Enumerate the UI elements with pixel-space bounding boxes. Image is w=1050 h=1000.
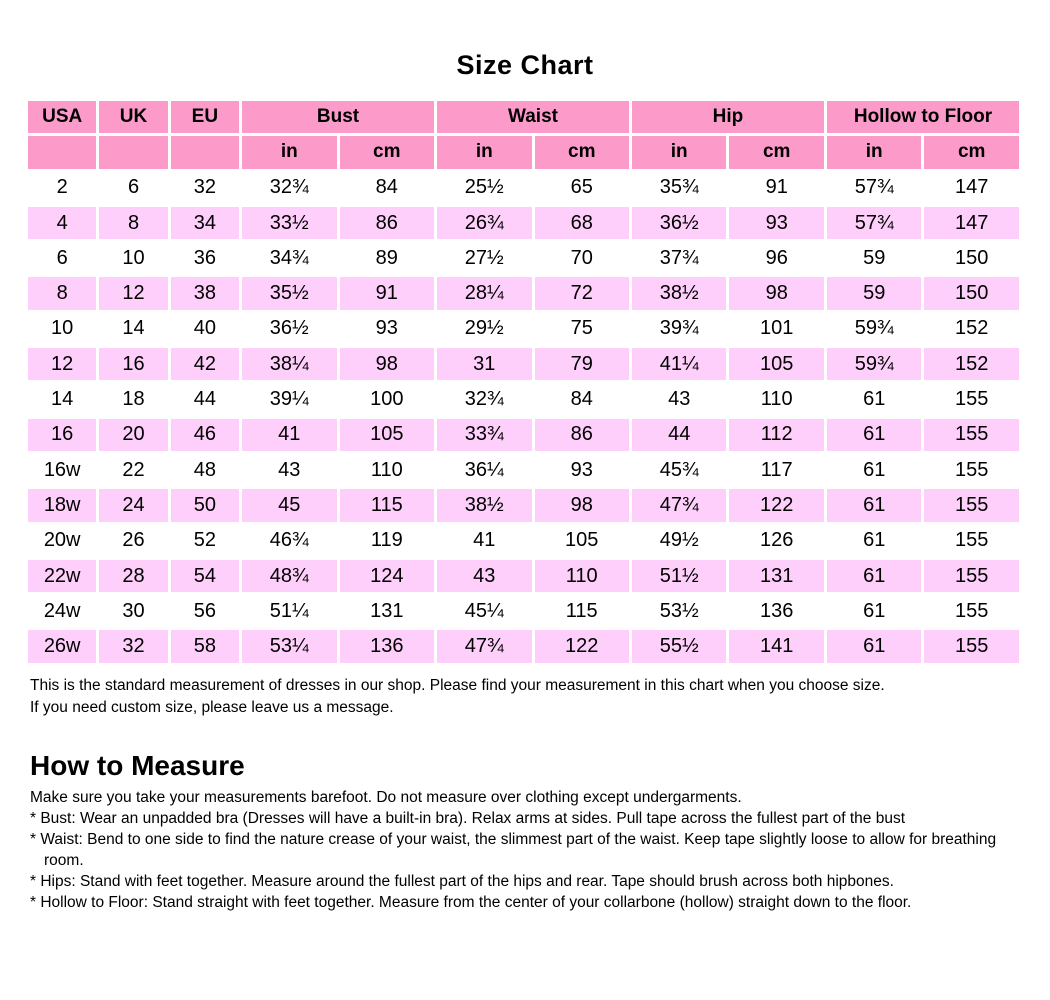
table-cell: 29½ bbox=[437, 313, 531, 345]
table-cell: 39¾ bbox=[632, 313, 726, 345]
table-cell: 16 bbox=[99, 348, 167, 380]
table-cell: 38 bbox=[171, 277, 239, 309]
table-cell: 75 bbox=[535, 313, 629, 345]
unit-header-cm-4: cm bbox=[340, 136, 435, 168]
table-cell: 24w bbox=[28, 595, 96, 627]
table-cell: 47¾ bbox=[632, 489, 726, 521]
table-cell: 152 bbox=[924, 313, 1019, 345]
table-cell: 155 bbox=[924, 489, 1019, 521]
table-cell: 41 bbox=[437, 525, 531, 557]
table-cell: 93 bbox=[729, 207, 824, 239]
header-row-groups bbox=[28, 101, 1019, 133]
table-cell: 6 bbox=[28, 242, 96, 274]
table-cell: 52 bbox=[171, 525, 239, 557]
table-cell: 28¼ bbox=[437, 277, 531, 309]
table-cell: 59¾ bbox=[827, 348, 921, 380]
table-cell: 59¾ bbox=[827, 313, 921, 345]
table-cell: 26¾ bbox=[437, 207, 531, 239]
table-cell: 124 bbox=[340, 560, 435, 592]
table-cell: 91 bbox=[340, 277, 435, 309]
table-cell: 16 bbox=[28, 419, 96, 451]
table-cell: 53½ bbox=[632, 595, 726, 627]
table-cell: 155 bbox=[924, 595, 1019, 627]
table-cell: 65 bbox=[535, 172, 629, 204]
table-cell: 79 bbox=[535, 348, 629, 380]
table-cell: 98 bbox=[535, 489, 629, 521]
table-cell: 54 bbox=[171, 560, 239, 592]
table-cell: 6 bbox=[99, 172, 167, 204]
table-cell: 34 bbox=[171, 207, 239, 239]
table-cell: 61 bbox=[827, 525, 921, 557]
table-cell: 10 bbox=[99, 242, 167, 274]
table-row-size-22w bbox=[28, 560, 1019, 592]
table-cell: 4 bbox=[28, 207, 96, 239]
table-row-size-8 bbox=[28, 277, 1019, 309]
table-cell: 98 bbox=[729, 277, 824, 309]
table-cell: 2 bbox=[28, 172, 96, 204]
table-cell: 12 bbox=[99, 277, 167, 309]
table-cell: 53¼ bbox=[242, 630, 336, 662]
table-cell: 61 bbox=[827, 560, 921, 592]
table-row-size-14 bbox=[28, 383, 1019, 415]
table-cell: 22 bbox=[99, 454, 167, 486]
hips-instruction: * Hips: Stand with feet together. Measure around the fullest part of the hips and rear. Tape should brush across both hipbones. bbox=[30, 872, 894, 890]
table-cell: 49½ bbox=[632, 525, 726, 557]
hollow-to-floor-instruction: * Hollow to Floor: Stand straight with feet together. Measure from the center of your collarbone (hollow) straight down to the floor. bbox=[30, 893, 912, 911]
table-cell: 105 bbox=[729, 348, 824, 380]
table-cell: 36½ bbox=[242, 313, 336, 345]
table-cell: 126 bbox=[729, 525, 824, 557]
column-header-usa: USA bbox=[28, 101, 96, 133]
table-cell: 42 bbox=[171, 348, 239, 380]
table-cell: 34¾ bbox=[242, 242, 336, 274]
note-line-standard-measurement: This is the standard measurement of dresses in our shop. Please find your measurement in this chart when you choose size. bbox=[30, 676, 885, 694]
table-cell: 86 bbox=[340, 207, 435, 239]
unit-header-cm-10: cm bbox=[924, 136, 1019, 168]
notes bbox=[28, 675, 1022, 719]
table-cell: 110 bbox=[729, 383, 824, 415]
table-cell: 56 bbox=[171, 595, 239, 627]
table-cell: 43 bbox=[437, 560, 531, 592]
table-cell: 26w bbox=[28, 630, 96, 662]
table-cell: 46¾ bbox=[242, 525, 336, 557]
table-cell: 84 bbox=[535, 383, 629, 415]
table-cell: 122 bbox=[535, 630, 629, 662]
table-cell: 22w bbox=[28, 560, 96, 592]
table-row-size-4 bbox=[28, 207, 1019, 239]
column-header-hip: Hip bbox=[632, 101, 824, 133]
table-cell: 41 bbox=[242, 419, 336, 451]
table-cell: 110 bbox=[340, 454, 435, 486]
table-cell: 93 bbox=[535, 454, 629, 486]
table-cell: 38½ bbox=[632, 277, 726, 309]
table-cell: 55½ bbox=[632, 630, 726, 662]
table-cell: 28 bbox=[99, 560, 167, 592]
table-row-size-16 bbox=[28, 419, 1019, 451]
bust-instruction: * Bust: Wear an unpadded bra (Dresses will have a built-in bra). Relax arms at sides. Pull tape across the fullest part of the bust bbox=[30, 809, 906, 827]
unit-header-cm-8: cm bbox=[729, 136, 824, 168]
table-cell: 8 bbox=[99, 207, 167, 239]
table-cell: 44 bbox=[171, 383, 239, 415]
table-cell: 72 bbox=[535, 277, 629, 309]
table-cell: 147 bbox=[924, 172, 1019, 204]
table-row-size-26w bbox=[28, 630, 1019, 662]
table-cell: 33¾ bbox=[437, 419, 531, 451]
header-row-units bbox=[28, 136, 1019, 168]
table-cell: 89 bbox=[340, 242, 435, 274]
how-to-measure-intro: Make sure you take your measurements barefoot. Do not measure over clothing except undergarments. bbox=[30, 788, 742, 806]
table-cell: 59 bbox=[827, 242, 921, 274]
table-cell: 47¾ bbox=[437, 630, 531, 662]
unit-header-blank-1 bbox=[99, 136, 167, 168]
table-cell: 141 bbox=[729, 630, 824, 662]
table-cell: 36½ bbox=[632, 207, 726, 239]
table-cell: 32 bbox=[99, 630, 167, 662]
table-cell: 70 bbox=[535, 242, 629, 274]
table-cell: 31 bbox=[437, 348, 531, 380]
table-cell: 41¼ bbox=[632, 348, 726, 380]
table-cell: 91 bbox=[729, 172, 824, 204]
table-cell: 61 bbox=[827, 489, 921, 521]
table-cell: 14 bbox=[28, 383, 96, 415]
table-cell: 40 bbox=[171, 313, 239, 345]
waist-instruction: * Waist: Bend to one side to find the nature crease of your waist, the slimmest part of the waist. Keep tape slightly loose to allow for breathing room. bbox=[30, 830, 997, 869]
column-header-uk: UK bbox=[99, 101, 167, 133]
table-cell: 37¾ bbox=[632, 242, 726, 274]
note-line-custom-size: If you need custom size, please leave us a message. bbox=[30, 698, 394, 716]
table-row-size-2 bbox=[28, 172, 1019, 204]
table-cell: 155 bbox=[924, 560, 1019, 592]
unit-header-in-5: in bbox=[437, 136, 531, 168]
table-cell: 155 bbox=[924, 525, 1019, 557]
table-cell: 57¾ bbox=[827, 207, 921, 239]
column-header-bust: Bust bbox=[242, 101, 434, 133]
table-cell: 147 bbox=[924, 207, 1019, 239]
table-cell: 45 bbox=[242, 489, 336, 521]
table-cell: 155 bbox=[924, 454, 1019, 486]
table-cell: 36¼ bbox=[437, 454, 531, 486]
table-cell: 48¾ bbox=[242, 560, 336, 592]
table-cell: 38½ bbox=[437, 489, 531, 521]
table-cell: 61 bbox=[827, 630, 921, 662]
table-cell: 43 bbox=[632, 383, 726, 415]
table-row-size-12 bbox=[28, 348, 1019, 380]
table-cell: 32 bbox=[171, 172, 239, 204]
table-cell: 10 bbox=[28, 313, 96, 345]
table-cell: 155 bbox=[924, 419, 1019, 451]
table-row-size-20w bbox=[28, 525, 1019, 557]
table-cell: 84 bbox=[340, 172, 435, 204]
table-cell: 117 bbox=[729, 454, 824, 486]
table-cell: 26 bbox=[99, 525, 167, 557]
table-cell: 12 bbox=[28, 348, 96, 380]
table-cell: 105 bbox=[535, 525, 629, 557]
table-cell: 61 bbox=[827, 419, 921, 451]
table-cell: 38¼ bbox=[242, 348, 336, 380]
table-cell: 51½ bbox=[632, 560, 726, 592]
unit-header-in-3: in bbox=[242, 136, 336, 168]
table-cell: 8 bbox=[28, 277, 96, 309]
column-header-hollow-to-floor: Hollow to Floor bbox=[827, 101, 1019, 133]
table-cell: 115 bbox=[535, 595, 629, 627]
table-cell: 36 bbox=[171, 242, 239, 274]
table-cell: 152 bbox=[924, 348, 1019, 380]
table-cell: 48 bbox=[171, 454, 239, 486]
table-cell: 20 bbox=[99, 419, 167, 451]
table-cell: 110 bbox=[535, 560, 629, 592]
table-row-size-24w bbox=[28, 595, 1019, 627]
table-cell: 46 bbox=[171, 419, 239, 451]
table-cell: 155 bbox=[924, 630, 1019, 662]
table-row-size-16w bbox=[28, 454, 1019, 486]
table-cell: 112 bbox=[729, 419, 824, 451]
table-cell: 30 bbox=[99, 595, 167, 627]
table-cell: 105 bbox=[340, 419, 435, 451]
unit-header-in-9: in bbox=[827, 136, 921, 168]
table-cell: 136 bbox=[340, 630, 435, 662]
table-cell: 155 bbox=[924, 383, 1019, 415]
unit-header-blank-2 bbox=[171, 136, 239, 168]
table-cell: 20w bbox=[28, 525, 96, 557]
table-cell: 96 bbox=[729, 242, 824, 274]
column-header-eu: EU bbox=[171, 101, 239, 133]
page-title: Size Chart bbox=[456, 50, 594, 80]
table-cell: 18w bbox=[28, 489, 96, 521]
table-cell: 24 bbox=[99, 489, 167, 521]
unit-header-blank-0 bbox=[28, 136, 96, 168]
table-cell: 43 bbox=[242, 454, 336, 486]
table-cell: 86 bbox=[535, 419, 629, 451]
unit-header-cm-6: cm bbox=[535, 136, 629, 168]
table-row-size-18w bbox=[28, 489, 1019, 521]
table-cell: 51¼ bbox=[242, 595, 336, 627]
table-cell: 18 bbox=[99, 383, 167, 415]
table-cell: 59 bbox=[827, 277, 921, 309]
how-to-measure-heading: How to Measure bbox=[30, 749, 245, 781]
table-cell: 98 bbox=[340, 348, 435, 380]
table-cell: 119 bbox=[340, 525, 435, 557]
table-cell: 68 bbox=[535, 207, 629, 239]
table-cell: 14 bbox=[99, 313, 167, 345]
table-cell: 150 bbox=[924, 242, 1019, 274]
table-cell: 61 bbox=[827, 595, 921, 627]
table-cell: 50 bbox=[171, 489, 239, 521]
table-cell: 27½ bbox=[437, 242, 531, 274]
table-cell: 45¼ bbox=[437, 595, 531, 627]
table-cell: 131 bbox=[340, 595, 435, 627]
column-header-waist: Waist bbox=[437, 101, 629, 133]
table-cell: 32¾ bbox=[437, 383, 531, 415]
table-cell: 58 bbox=[171, 630, 239, 662]
unit-header-in-7: in bbox=[632, 136, 726, 168]
table-cell: 16w bbox=[28, 454, 96, 486]
table-cell: 61 bbox=[827, 454, 921, 486]
table-cell: 100 bbox=[340, 383, 435, 415]
table-cell: 33½ bbox=[242, 207, 336, 239]
table-cell: 122 bbox=[729, 489, 824, 521]
table-cell: 136 bbox=[729, 595, 824, 627]
how-to-measure-instructions bbox=[28, 808, 1022, 913]
table-row-size-6 bbox=[28, 242, 1019, 274]
table-cell: 115 bbox=[340, 489, 435, 521]
table-cell: 35½ bbox=[242, 277, 336, 309]
table-cell: 61 bbox=[827, 383, 921, 415]
table-cell: 57¾ bbox=[827, 172, 921, 204]
table-cell: 32¾ bbox=[242, 172, 336, 204]
table-cell: 93 bbox=[340, 313, 435, 345]
table-cell: 44 bbox=[632, 419, 726, 451]
table-cell: 150 bbox=[924, 277, 1019, 309]
table-cell: 131 bbox=[729, 560, 824, 592]
table-cell: 35¾ bbox=[632, 172, 726, 204]
table-cell: 45¾ bbox=[632, 454, 726, 486]
size-chart-table bbox=[25, 98, 1022, 666]
table-row-size-10 bbox=[28, 313, 1019, 345]
table-cell: 101 bbox=[729, 313, 824, 345]
table-cell: 39¼ bbox=[242, 383, 336, 415]
table-cell: 25½ bbox=[437, 172, 531, 204]
